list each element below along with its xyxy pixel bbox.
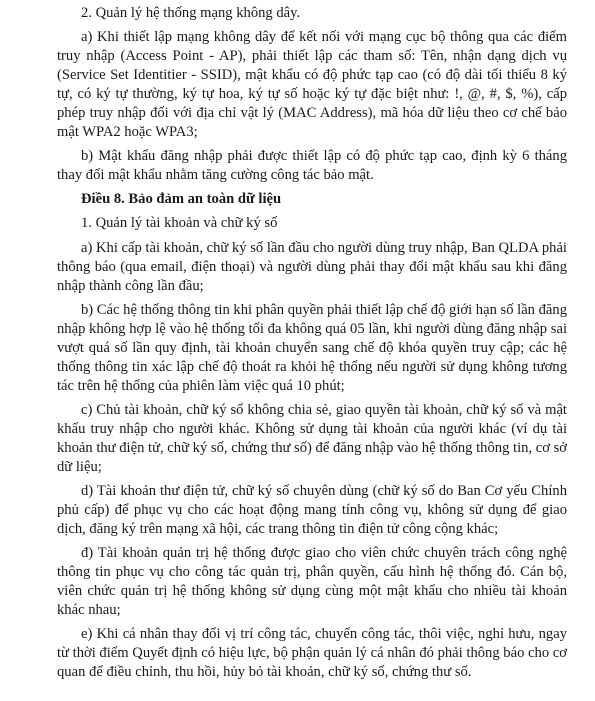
paragraph-accounts-b: b) Các hệ thống thông tin khi phân quyền phải thiết lập chế độ giới hạn số lần đăng nhập không hợp lệ vào hệ thống tối đa không quá 05 lần, khi người dùng đăng nhập sai vượt quá số lần quy định, tài khoản chuyển sang chế độ khóa quyền truy cập; các hệ thống thông tin xác lập chế độ thoát ra khỏi hệ thống nếu người sử dụng không tương tác trên hệ thống của phiên làm việc quá 10 phút;	[57, 302, 567, 394]
section-heading-accounts: 1. Quản lý tài khoản và chữ ký số	[81, 215, 278, 231]
paragraph-wireless-b: b) Mật khẩu đăng nhập phải được thiết lập có độ phức tạp cao, định kỳ 6 tháng thay đổi mật khẩu nhằm tăng cường công tác bảo mật.	[57, 148, 567, 183]
article-heading: Điều 8. Bảo đảm an toàn dữ liệu	[81, 191, 282, 207]
paragraph-accounts-c: c) Chủ tài khoản, chữ ký số không chia sẻ, giao quyền tài khoản, chữ ký số và mật khẩu truy nhập cho người khác. Không sử dụng tài khoản của người khác (ví dụ tài khoản thư điện tử, chữ ký số, chứng thư số) để đăng nhập vào hệ thống thông tin, cơ sở dữ liệu;	[57, 402, 567, 475]
paragraph-accounts-e: e) Khi cá nhân thay đổi vị trí công tác, chuyển công tác, thôi việc, nghỉ hưu, ngay từ thời điểm Quyết định có hiệu lực, bộ phận quản lý cá nhân đó phải thông báo cho cơ quan để điều chỉnh, thu hồi, hủy bỏ tài khoản, chữ ký số, chứng thư số.	[57, 626, 567, 680]
paragraph-accounts-d: d) Tài khoản thư điện tử, chữ ký số chuyên dùng (chữ ký số do Ban Cơ yếu Chính phủ cấp) để phục vụ cho các hoạt động mang tính công vụ, không sử dụng để giao dịch, đăng ký trên mạng xã hội, các trang thông tin điện tử công cộng khác;	[57, 483, 567, 537]
paragraph-wireless-a: a) Khi thiết lập mạng không dây để kết nối với mạng cục bộ thông qua các điểm truy nhập (Access Point - AP), phải thiết lập các tham số: Tên, nhận dạng dịch vụ (Service Set Identitier - SSID), mật khẩu có độ phức tạp cao (có độ dài tối thiểu 8 ký tự, có ký tự thường, ký tự hoa, ký tự số hoặc ký tự đặc biệt như: !, @, #, $, %), cấp phép truy nhập đối với địa chỉ vật lý (MAC Address), mã hóa dữ liệu theo cơ chế bảo mật WPA2 hoặc WPA3;	[57, 29, 567, 140]
paragraph-accounts-a: a) Khi cấp tài khoản, chữ ký số lần đầu cho người dùng truy nhập, Ban QLDA phải thông báo (qua email, điện thoại) và người dùng phải thay đổi mật khẩu sau khi đăng nhập thành công lần đầu;	[57, 240, 567, 294]
section-heading-wireless: 2. Quản lý hệ thống mạng không dây.	[81, 5, 301, 21]
paragraph-accounts-dd: đ) Tài khoản quản trị hệ thống được giao cho viên chức chuyên trách công nghệ thông tin phục vụ cho công tác quản trị, phân quyền, cấu hình hệ thống đó. Cán bộ, viên chức quản trị hệ thống không sử dụng cùng một mật khẩu cho nhiều tài khoản khác nhau;	[57, 545, 567, 618]
